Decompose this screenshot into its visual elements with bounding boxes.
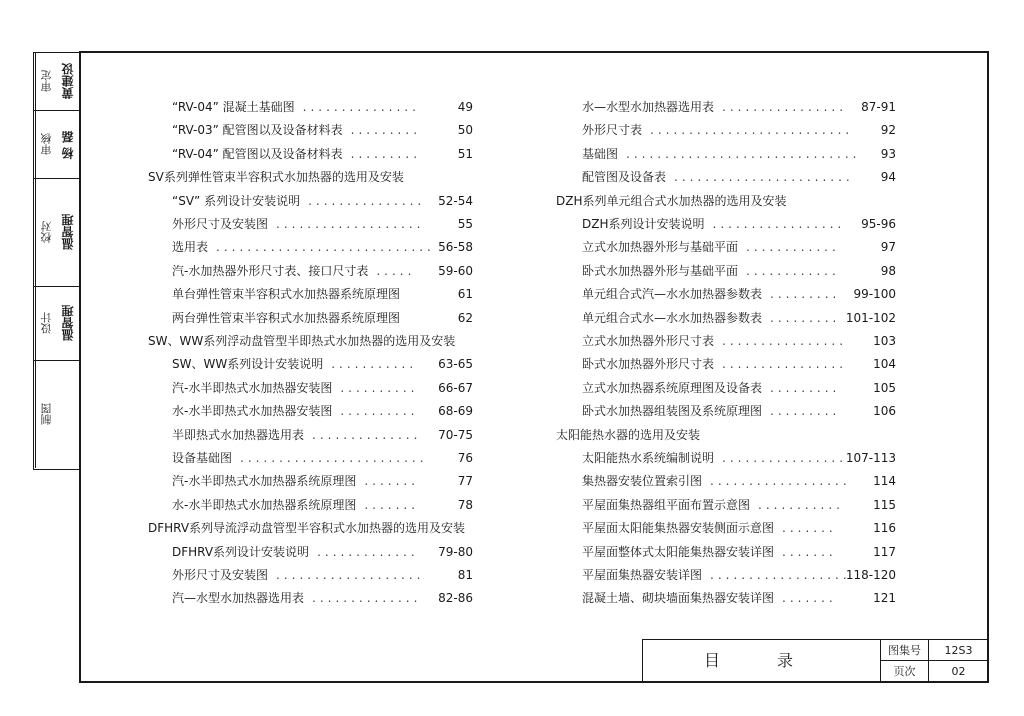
toc-entry-title: 集热器安装位置索引图 <box>582 474 703 489</box>
toc-leader-dots: .............. <box>312 427 422 442</box>
toc-entry-title: 外形尺寸表 <box>582 123 643 138</box>
toc-entry <box>172 283 473 306</box>
toc-page-number: 55 <box>457 217 473 231</box>
toc-entry-title: 立式水加热器系统原理图及设备表 <box>582 380 763 395</box>
toc-page-number: 116 <box>873 521 896 536</box>
toc-entry <box>582 517 896 540</box>
toc-entry-title: 卧式水加热器外形与基础平面 <box>582 263 739 278</box>
toc-page-number: 107-113 <box>845 451 896 465</box>
approval-cell <box>34 53 79 111</box>
toc-entry <box>556 424 896 447</box>
toc-entry-title: 平屋面整体式太阳能集热器安装详图 <box>582 544 775 559</box>
toc-page-number: 103 <box>873 334 896 348</box>
approval-role-label: 校对 <box>35 179 57 286</box>
toc-entry-title: 立式水加热器外形与基础平面 <box>582 240 739 255</box>
toc-entry-title: “RV-04” 混凝土基础图 <box>172 100 295 114</box>
toc-leader-dots: .......... <box>340 380 419 395</box>
approval-cell <box>34 287 79 361</box>
toc-page-number: 76 <box>457 451 473 465</box>
toc-entry <box>556 190 896 213</box>
toc-page-number: 101-102 <box>845 310 896 325</box>
toc-page-number: 52-54 <box>438 193 473 208</box>
page-label: 页次 <box>881 661 929 682</box>
approval-role-label: 制图 <box>35 361 57 468</box>
toc-entry <box>172 307 473 330</box>
atlas-number-label: 图集号 <box>881 640 929 661</box>
approval-signature: 杨 磊 <box>61 130 75 159</box>
toc-entry <box>172 143 473 166</box>
toc-entry-title: 水-水半即热式水加热器安装图 <box>172 404 333 419</box>
toc-leader-dots: ......... <box>350 123 422 138</box>
toc-entry-title: 汽-水加热器外形尺寸表、接口尺寸表 <box>172 263 369 278</box>
toc-page-number: 56-58 <box>438 240 473 255</box>
toc-entry-title: 单元组合式汽—水水加热器参数表 <box>582 287 763 302</box>
toc-entry-title: “RV-04” 配管图以及设备材料表 <box>172 146 343 161</box>
toc-page-number: 121 <box>873 591 896 606</box>
toc-page-number: 114 <box>873 474 896 489</box>
approval-signature: 黄建设 <box>61 63 75 100</box>
toc-entry-title: 设备基础图 <box>172 451 233 465</box>
approval-cell <box>34 111 79 179</box>
approval-role-label: 审定 <box>35 53 57 110</box>
toc-entry <box>148 517 473 540</box>
toc-page-number: 82-86 <box>438 591 473 606</box>
toc-page-number: 51 <box>457 146 473 161</box>
toc-page-number: 94 <box>880 170 896 185</box>
toc-leader-dots: ........................ <box>240 451 428 465</box>
toc-entry-title: 卧式水加热器组装图及系统原理图 <box>582 404 763 419</box>
toc-page-number: 50 <box>457 123 473 138</box>
toc-page-number: 62 <box>457 310 473 325</box>
toc-entry <box>582 541 896 564</box>
toc-leader-dots: ....... <box>782 521 837 536</box>
toc-page-number: 59-60 <box>438 263 473 278</box>
toc-leader-dots: ....... <box>364 497 420 512</box>
toc-leader-dots: .......... <box>340 404 419 419</box>
toc-entry <box>172 96 473 119</box>
toc-leader-dots: ....... <box>364 474 420 489</box>
toc-entry-title: 选用表 <box>172 240 209 255</box>
toc-entry <box>582 96 896 119</box>
toc-page-number: 93 <box>880 146 896 161</box>
toc-entry-title: 外形尺寸及安装图 <box>172 217 269 231</box>
toc-entry <box>582 400 896 423</box>
toc-entry-title: 单台弹性管束半容积式水加热器系统原理图 <box>172 287 401 302</box>
toc-page-number: 49 <box>457 100 473 114</box>
toc-page-number: 117 <box>873 544 896 559</box>
approval-sidebar <box>33 52 81 470</box>
toc-entry-title: 太阳能热水系统编制说明 <box>582 451 715 465</box>
toc-page-number: 70-75 <box>438 427 473 442</box>
approval-signature: 温智理 <box>61 305 75 342</box>
toc-leader-dots: .............................. <box>626 146 861 161</box>
toc-entry-title: 配管图及设备表 <box>582 170 667 185</box>
toc-entry <box>172 587 473 610</box>
toc-entry <box>172 447 473 470</box>
toc-entry-title: DFHRV系列设计安装说明 <box>172 544 310 559</box>
toc-leader-dots: ............ <box>746 240 840 255</box>
toc-entry <box>172 190 473 213</box>
toc-entry <box>172 494 473 517</box>
toc-leader-dots: ....... <box>782 591 837 606</box>
approval-signature: 温智理 <box>61 214 75 251</box>
toc-leader-dots: ............ <box>746 263 840 278</box>
toc-entry <box>172 470 473 493</box>
toc-page-number: 66-67 <box>438 380 473 395</box>
toc-entry-title: 卧式水加热器外形尺寸表 <box>582 357 715 372</box>
page-value: 02 <box>951 665 966 678</box>
toc-entry <box>172 400 473 423</box>
toc-entry <box>582 143 896 166</box>
toc-entry-title: 汽-水半即热式水加热器系统原理图 <box>172 474 357 489</box>
toc-entry-title: “RV-03” 配管图以及设备材料表 <box>172 123 343 138</box>
toc-leader-dots: ................ <box>722 451 848 465</box>
toc-leader-dots: ......... <box>770 404 841 419</box>
toc-leader-dots: ............................ <box>216 240 435 255</box>
toc-entry <box>582 564 896 587</box>
toc-page-number: 77 <box>457 474 473 489</box>
toc-entry <box>582 283 896 306</box>
toc-entry <box>582 447 896 470</box>
toc-entry <box>172 564 473 587</box>
toc-leader-dots: ....................... <box>674 170 854 185</box>
toc-entry <box>582 353 896 376</box>
toc-page-number: 118-120 <box>845 568 896 582</box>
toc-leader-dots: ................... <box>276 217 425 231</box>
document-title: 目 录 <box>643 640 881 682</box>
toc-entry-title: SW、WW系列设计安装说明 <box>172 357 324 372</box>
toc-leader-dots: .......................... <box>650 123 854 138</box>
toc-entry <box>582 166 896 189</box>
toc-leader-dots: ................ <box>722 334 848 348</box>
toc-leader-dots: ........... <box>331 357 418 372</box>
approval-role-label: 审核 <box>35 111 57 178</box>
toc-entry-title: “SV” 系列设计安装说明 <box>172 193 301 208</box>
toc-page-number: 81 <box>457 568 473 582</box>
toc-section-heading: SW、WW系列浮动盘管型半即热式水加热器的选用及安装 <box>148 334 456 348</box>
toc-entry <box>582 494 896 517</box>
toc-section-heading: DZH系列单元组合式水加热器的选用及安装 <box>556 193 787 208</box>
toc-section-heading: SV系列弹性管束半容积式水加热器的选用及安装 <box>148 170 404 185</box>
toc-leader-dots: ............... <box>302 100 420 114</box>
toc-leader-dots: ............. <box>317 544 419 559</box>
toc-section-heading: DFHRV系列导流浮动盘管型半容积式水加热器的选用及安装 <box>148 521 466 536</box>
toc-leader-dots: ................. <box>712 217 846 231</box>
toc-page-number: 105 <box>873 380 896 395</box>
toc-entry <box>582 260 896 283</box>
toc-entry-title: 立式水加热器外形尺寸表 <box>582 334 715 348</box>
toc-leader-dots: ......... <box>770 380 841 395</box>
toc-entry <box>582 330 896 353</box>
toc-entry <box>582 470 896 493</box>
toc-entry-title: 混凝土墙、砌块墙面集热器安装详图 <box>582 591 775 606</box>
toc-page-number: 115 <box>873 497 896 512</box>
toc-leader-dots: ................ <box>722 357 848 372</box>
toc-leader-dots: ................... <box>276 568 425 582</box>
approval-cell <box>34 361 79 469</box>
title-block <box>642 639 989 683</box>
toc-leader-dots: ............... <box>308 193 426 208</box>
toc-entry <box>582 236 896 259</box>
toc-entry <box>172 377 473 400</box>
toc-page-number: 97 <box>880 240 896 255</box>
toc-page-number: 61 <box>457 287 473 302</box>
toc-entry-title: 单元组合式水—水水加热器参数表 <box>582 310 763 325</box>
toc-page-number: 95-96 <box>861 217 896 231</box>
toc-page-number: 79-80 <box>438 544 473 559</box>
toc-entry <box>172 424 473 447</box>
toc-entry <box>582 377 896 400</box>
toc-entry <box>172 236 473 259</box>
toc-leader-dots: ......... <box>770 310 841 325</box>
toc-leader-dots: .................. <box>710 568 851 582</box>
toc-section-heading: 太阳能热水器的选用及安装 <box>556 427 701 442</box>
toc-leader-dots: ......... <box>350 146 422 161</box>
toc-page-number: 98 <box>880 263 896 278</box>
toc-page-number: 92 <box>880 123 896 138</box>
toc-entry <box>582 307 896 330</box>
toc-entry <box>148 166 473 189</box>
toc-entry <box>172 353 473 376</box>
toc-entry-title: 平屋面太阳能集热器安装侧面示意图 <box>582 521 775 536</box>
toc-entry-title: 外形尺寸及安装图 <box>172 568 269 582</box>
toc-leader-dots: ........... <box>758 497 844 512</box>
toc-entry <box>582 213 896 236</box>
toc-leader-dots: .............. <box>312 591 422 606</box>
toc-page-number: 68-69 <box>438 404 473 419</box>
toc-page-number: 78 <box>457 497 473 512</box>
toc-entry <box>582 119 896 142</box>
toc-entry <box>148 330 473 353</box>
approval-cell <box>34 179 79 287</box>
toc-entry-title: DZH系列设计安装说明 <box>582 217 705 231</box>
approval-signature <box>58 361 78 468</box>
toc-page-number: 106 <box>873 404 896 419</box>
toc-entry-title: 汽-水半即热式水加热器安装图 <box>172 380 333 395</box>
toc-entry <box>172 260 473 283</box>
toc-entry-title: 平屋面集热器安装详图 <box>582 568 703 582</box>
toc-leader-dots: ..... <box>376 263 416 278</box>
approval-role-label: 设计 <box>35 287 57 360</box>
toc-entry <box>172 213 473 236</box>
toc-entry-title: 基础图 <box>582 146 619 161</box>
toc-entry <box>172 119 473 142</box>
atlas-number-value: 12S3 <box>929 640 988 661</box>
toc-entry-title: 汽—水型水加热器选用表 <box>172 591 305 606</box>
toc-leader-dots: ......... <box>770 287 841 302</box>
toc-leader-dots: ................ <box>722 100 848 114</box>
toc-page-number: 104 <box>873 357 896 372</box>
toc-page-number: 87-91 <box>861 100 896 114</box>
toc-leader-dots: ....... <box>782 544 837 559</box>
toc-entry-title: 水—水型水加热器选用表 <box>582 100 715 114</box>
toc-page-number: 63-65 <box>438 357 473 372</box>
toc-entry-title: 水-水半即热式水加热器系统原理图 <box>172 497 357 512</box>
toc-entry <box>582 587 896 610</box>
toc-page-number: 99-100 <box>853 287 896 302</box>
toc-entry-title: 半即热式水加热器选用表 <box>172 427 305 442</box>
toc-entry-title: 平屋面集热器组平面布置示意图 <box>582 497 751 512</box>
toc-entry <box>172 541 473 564</box>
toc-entry-title: 两台弹性管束半容积式水加热器系统原理图 <box>172 310 401 325</box>
toc-leader-dots: .................. <box>710 474 851 489</box>
